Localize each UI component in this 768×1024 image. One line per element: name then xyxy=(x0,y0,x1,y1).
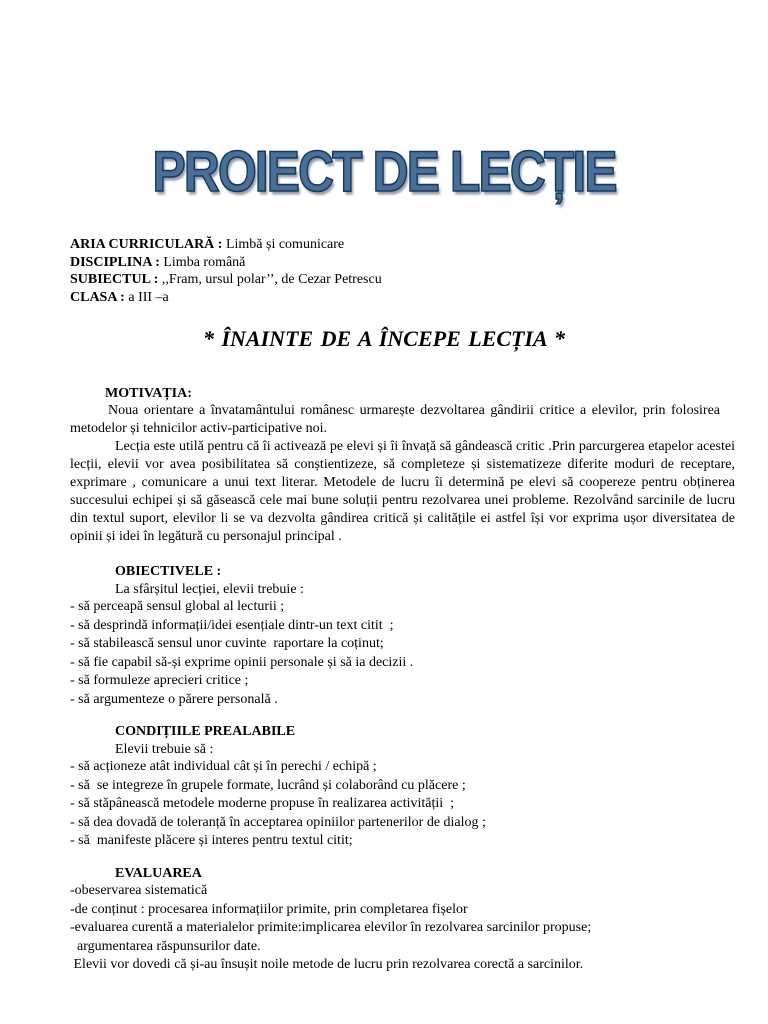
evaluarea-heading: EVALUAREA xyxy=(115,866,202,881)
list-item: - să perceapă sensul global al lecturii ; xyxy=(70,599,285,614)
list-item: argumentarea răspunsurilor date. xyxy=(70,938,261,954)
meta-label: CLASA : xyxy=(70,289,125,305)
meta-label: SUBIECTUL : xyxy=(70,272,159,287)
meta-row-subiectul xyxy=(70,271,382,289)
conditiile-list xyxy=(70,758,730,851)
meta-value: Limbă și comunicare xyxy=(222,237,345,252)
meta-row-disciplina xyxy=(70,254,382,272)
list-item: -evaluarea curentă a materialelor primite:implicarea elevilor în rezolvarea sarcinilor propuse; xyxy=(70,920,592,935)
motivatia-paragraph-1: Noua orientare a învatamântului românesc urmarește dezvoltarea gândirii critice a elevilor, prin folosirea metodelor și tehnicilor activ-participative noi. xyxy=(70,403,720,436)
list-item: - să se integreze în grupele formate, lucrând și colaborând cu plăcere ; xyxy=(70,777,466,793)
list-item: - să stabilească sensul unor cuvinte raportare la coținut; xyxy=(70,636,384,651)
meta-value: ,,Fram, ursul polar’’, de Cezar Petrescu xyxy=(158,272,382,287)
conditiile-intro: Elevii trebuie să : xyxy=(115,742,214,757)
list-item: - să fie capabil să-și exprime opinii personale și să ia decizii . xyxy=(70,654,414,670)
list-item: - să argumenteze o părere personală . xyxy=(70,691,278,707)
list-item: -de conținut : procesarea informațiilor primite, prin completarea fișelor xyxy=(70,901,468,917)
meta-label: DISCIPLINA : xyxy=(70,254,160,270)
meta-row-aria xyxy=(70,236,382,254)
page-title: PROIECT DE LECȚIE xyxy=(152,139,616,204)
conditiile-heading: CONDIȚIILE PREALABILE xyxy=(115,724,296,739)
section-subtitle: * ÎNAINTE DE A ÎNCEPE LECȚIA * xyxy=(202,326,566,351)
evaluarea-list xyxy=(70,882,730,975)
lesson-meta xyxy=(70,236,382,306)
list-item: - să manifeste plăcere și interes pentru textul citit; xyxy=(70,833,353,848)
obiectivele-list xyxy=(70,598,730,709)
obiectivele-heading: OBIECTIVELE : xyxy=(115,564,222,579)
meta-value: Limba română xyxy=(159,254,246,270)
motivatia-paragraph-2: Lecția este utilă pentru că îi activează pe elevi și îi învață să gândească critic .Prin parcurgerea etapelor acestei lecții, elevii vor avea posibilitatea să conștientizeze, să completeze și sistematizeze diferite moduri de receptare, exprimare , comunicare a unui text literar. Metodele de lucru îi determină pe elevi să coopereze pentru obținerea succesului echipei și să găsească cele mai bune soluții pentru rezolvarea unei probleme. Rezolvând sarcinile de lucru din textul suport, elevilor li se va dezvolta gândirea critică și calitățile ei astfel își vor exprima ușor diversitatea de opinii și idei în legătură cu personajul principal . xyxy=(70,439,735,544)
list-item: - să dea dovadă de toleranță în acceptarea opiniilor partenerilor de dialog ; xyxy=(70,814,486,830)
motivatia-heading: MOTIVAȚIA: xyxy=(105,386,192,401)
list-item: -obeservarea sistematică xyxy=(70,883,208,898)
meta-value: a III –a xyxy=(124,289,169,305)
list-item: - să acționeze atât individual cât și în perechi / echipă ; xyxy=(70,759,377,774)
meta-row-clasa xyxy=(70,289,382,307)
list-item: - să stăpânească metodele moderne propuse în realizarea activității ; xyxy=(70,796,455,811)
obiectivele-intro: La sfârșitul lecției, elevii trebuie : xyxy=(115,582,304,597)
list-item: - să formuleze aprecieri critice ; xyxy=(70,673,249,688)
list-item: Elevii vor dovedi că și-au însușit noile metode de lucru prin rezolvarea corectă a sarcinilor. xyxy=(70,957,584,972)
list-item: - să desprindă informații/idei esențiale dintr-un text citit ; xyxy=(70,617,394,633)
meta-label: ARIA CURRICULARĂ : xyxy=(70,237,223,252)
